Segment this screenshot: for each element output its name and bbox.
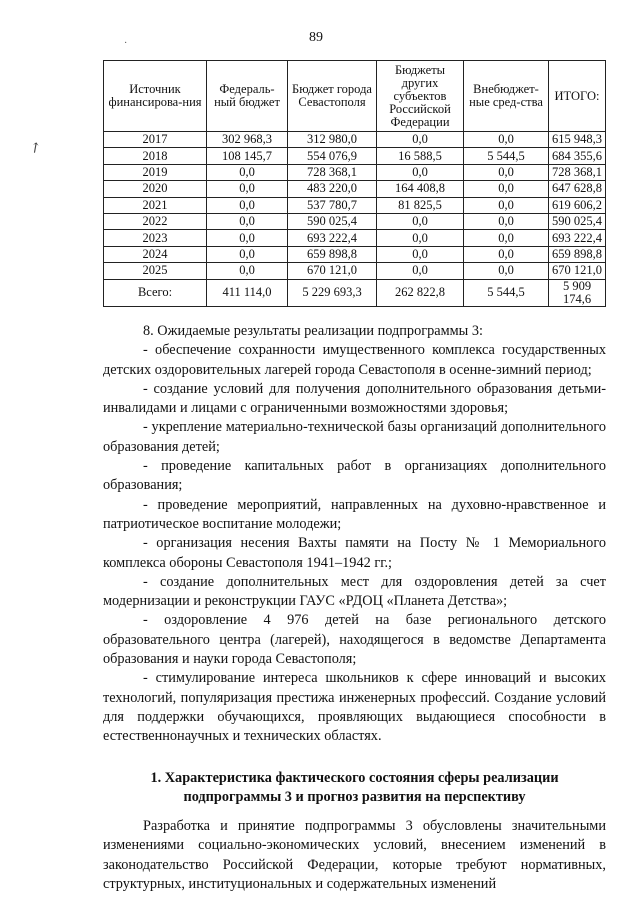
cell-city: 5 229 693,3	[288, 279, 377, 306]
cell-federal: 411 114,0	[207, 279, 288, 306]
list-item: - создание дополнительных мест для оздоровления детей за счет модернизации и реконструкции ГАУС «РДОЦ «Планета Детства»;	[103, 573, 606, 610]
cell-city: 312 980,0	[288, 132, 377, 148]
list-item: - создание условий для получения дополнительного образования детьми-инвалидами и лицами с ограниченными возможностями здоровья;	[103, 380, 606, 417]
list-item: - укрепление материально-технической базы организаций дополнительного образования детей;	[103, 419, 606, 455]
header-total: ИТОГО:	[549, 61, 606, 132]
table-row	[104, 181, 606, 197]
cell-year: 2025	[104, 263, 207, 279]
cell-total: 615 948,3	[549, 132, 606, 148]
cell-extra: 0,0	[464, 132, 549, 148]
list-item: - организация несения Вахты памяти на Посту № 1 Мемориального комплекса обороны Севастополя 1941–1942 гг.;	[103, 535, 606, 571]
cell-other: 164 408,8	[377, 181, 464, 197]
cell-federal: 0,0	[207, 181, 288, 197]
cell-year: 2018	[104, 148, 207, 164]
cell-year: 2022	[104, 213, 207, 229]
cell-city: 670 121,0	[288, 263, 377, 279]
cell-federal: 302 968,3	[207, 132, 288, 148]
financing-table	[103, 60, 606, 307]
cell-year: 2020	[104, 181, 207, 197]
cell-federal: 0,0	[207, 230, 288, 246]
cell-year: 2019	[104, 164, 207, 180]
cell-other: 0,0	[377, 132, 464, 148]
list-item: - обеспечение сохранности имущественного комплекса государственных детских оздоровительных лагерей города Севастополя в осенне-зимний период;	[103, 342, 606, 378]
cell-federal: 108 145,7	[207, 148, 288, 164]
table-row	[104, 148, 606, 164]
cell-city: 483 220,0	[288, 181, 377, 197]
cell-other: 0,0	[377, 164, 464, 180]
section-heading-line1: 1. Характеристика фактического состояния сферы реализации	[150, 769, 559, 786]
document-body	[103, 322, 606, 894]
table-row	[104, 213, 606, 229]
cell-extra: 5 544,5	[464, 279, 549, 306]
table-row	[104, 197, 606, 213]
cell-city: 728 368,1	[288, 164, 377, 180]
cell-city: 590 025,4	[288, 213, 377, 229]
table-row	[104, 132, 606, 148]
cell-city: 537 780,7	[288, 197, 377, 213]
cell-extra: 0,0	[464, 263, 549, 279]
cell-other: 0,0	[377, 213, 464, 229]
cell-federal: 0,0	[207, 164, 288, 180]
scan-dot-mark: ·	[124, 38, 128, 49]
section-paragraph: Разработка и принятие подпрограммы 3 обусловлены значительными изменениями социально-экономических условий, внесением изменений в законодательство Российской Федерации, которые требуют нормативных, структурных, институциональных и содержательных изменений	[103, 818, 606, 893]
cell-federal: 0,0	[207, 263, 288, 279]
header-extrabudgetary: Внебюджет-ные сред-ства	[464, 61, 549, 132]
cell-year: 2017	[104, 132, 207, 148]
table-row	[104, 230, 606, 246]
cell-total: 647 628,8	[549, 181, 606, 197]
header-other-subjects: Бюджеты других субъектов Российской Федерации	[377, 61, 464, 132]
cell-other: 81 825,5	[377, 197, 464, 213]
cell-other: 0,0	[377, 246, 464, 262]
cell-extra: 0,0	[464, 213, 549, 229]
table-row	[104, 164, 606, 180]
list-item: - проведение мероприятий, направленных на духовно-нравственное и патриотическое воспитание молодежи;	[103, 496, 606, 532]
cell-other: 16 588,5	[377, 148, 464, 164]
cell-total: 670 121,0	[549, 263, 606, 279]
cell-extra: 0,0	[464, 181, 549, 197]
cell-total: 693 222,4	[549, 230, 606, 246]
list-item: - проведение капитальных работ в организациях дополнительного образования;	[103, 458, 606, 494]
cell-total: 590 025,4	[549, 213, 606, 229]
table-total-row	[104, 279, 606, 306]
cell-extra: 5 544,5	[464, 148, 549, 164]
cell-total: 5 909 174,6	[549, 279, 606, 306]
cell-year: 2023	[104, 230, 207, 246]
page-number: 89	[309, 30, 323, 45]
cell-federal: 0,0	[207, 246, 288, 262]
cell-total: 728 368,1	[549, 164, 606, 180]
cell-city: 659 898,8	[288, 246, 377, 262]
list-item: - стимулирование интереса школьников к сфере инноваций и высоких технологий, популяризация престижа инженерных профессий. Создание условий для поддержки обучающихся, проявляющих выдающиеся способности в естественнонаучных и технических областях.	[103, 670, 606, 745]
header-federal: Федераль-ный бюджет	[207, 61, 288, 132]
cell-total: 684 355,6	[549, 148, 606, 164]
cell-extra: 0,0	[464, 197, 549, 213]
table-header-row	[104, 61, 606, 132]
expected-results-heading: 8. Ожидаемые результаты реализации подпрограммы 3:	[143, 323, 483, 339]
section-heading	[103, 769, 606, 808]
cell-total: 659 898,8	[549, 246, 606, 262]
cell-federal: 0,0	[207, 197, 288, 213]
cell-other: 0,0	[377, 263, 464, 279]
header-city: Бюджет города Севастополя	[288, 61, 377, 132]
cell-other: 262 822,8	[377, 279, 464, 306]
cell-extra: 0,0	[464, 246, 549, 262]
cell-city: 693 222,4	[288, 230, 377, 246]
cell-total: 619 606,2	[549, 197, 606, 213]
cell-total-label: Всего:	[104, 279, 207, 306]
cell-year: 2021	[104, 197, 207, 213]
list-item: - оздоровление 4 976 детей на базе регионального детского образовательного центра (лагерей), находящегося в ведомстве Департамента образования и науки города Севастополя;	[103, 612, 606, 668]
handwritten-tick-mark: ↗	[26, 138, 45, 159]
table-row	[104, 263, 606, 279]
cell-extra: 0,0	[464, 164, 549, 180]
cell-extra: 0,0	[464, 230, 549, 246]
cell-other: 0,0	[377, 230, 464, 246]
cell-city: 554 076,9	[288, 148, 377, 164]
header-source: Источник финансирова-ния	[104, 61, 207, 132]
section-heading-line2: подпрограммы 3 и прогноз развития на перспективу	[183, 788, 526, 805]
table-row	[104, 246, 606, 262]
cell-year: 2024	[104, 246, 207, 262]
cell-federal: 0,0	[207, 213, 288, 229]
